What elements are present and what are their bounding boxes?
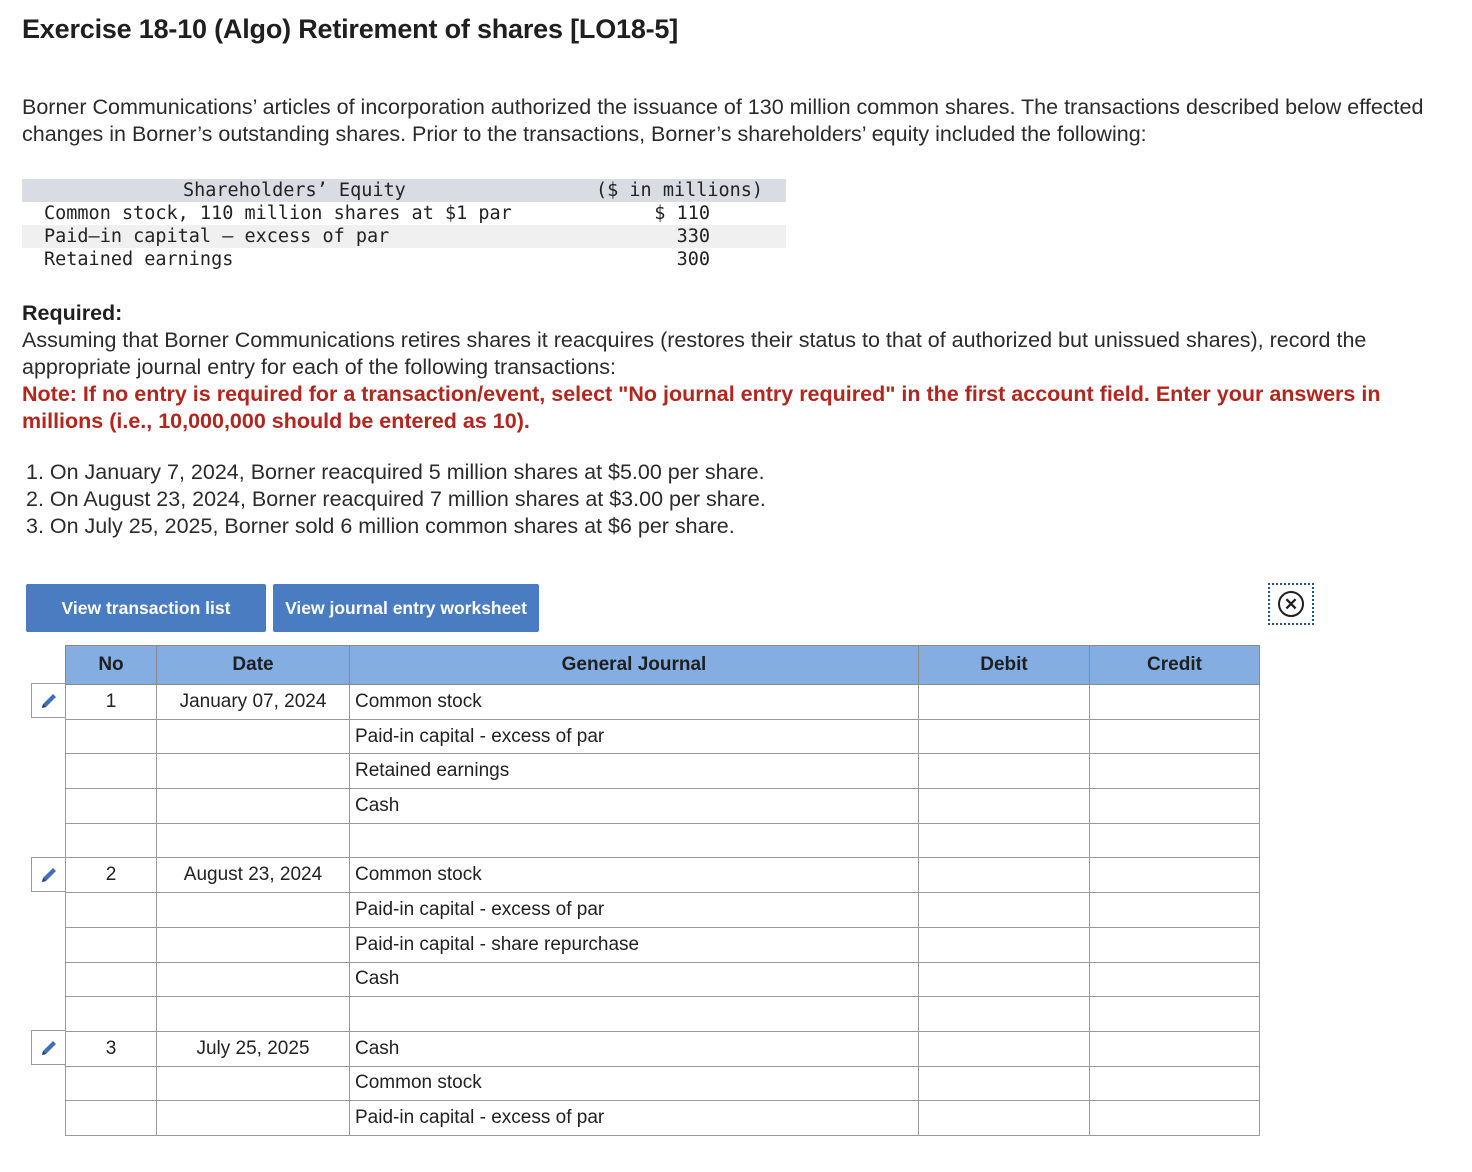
table-row: [66, 1031, 1260, 1066]
table-row: [66, 1101, 1260, 1136]
entry-date-cell: [157, 823, 350, 858]
required-text: Assuming that Borner Communications retires shares it reacquires (restores their status to that of authorized but unissued shares), record the appropriate journal entry for each of the following transactions:: [22, 328, 1367, 379]
account-cell[interactable]: Cash: [350, 1031, 919, 1066]
debit-cell[interactable]: [919, 1031, 1090, 1066]
required-section: [22, 300, 1452, 435]
equity-header-label: Shareholders’ Equity: [183, 180, 406, 201]
debit-cell[interactable]: [919, 685, 1090, 720]
general-journal-table: [65, 645, 1260, 1136]
equity-row-label: Retained earnings: [44, 249, 234, 270]
credit-cell[interactable]: [1090, 962, 1260, 997]
table-row: [66, 754, 1260, 789]
account-cell[interactable]: [350, 823, 919, 858]
equity-row-label: Paid–in capital – excess of par: [44, 226, 390, 247]
entry-no-cell: 3: [66, 1031, 157, 1066]
view-journal-worksheet-button[interactable]: View journal entry worksheet: [273, 584, 539, 632]
account-cell[interactable]: Paid-in capital - excess of par: [350, 1101, 919, 1136]
account-cell[interactable]: Cash: [350, 789, 919, 824]
transaction-item: 3. On July 25, 2025, Borner sold 6 million common shares at $6 per share.: [26, 514, 735, 538]
debit-cell[interactable]: [919, 754, 1090, 789]
edit-entry-3-button[interactable]: [31, 1030, 66, 1065]
header-no: No: [66, 646, 157, 685]
edit-entry-1-button[interactable]: [31, 683, 66, 718]
credit-cell[interactable]: [1090, 858, 1260, 893]
table-row: [66, 823, 1260, 858]
page-title: Exercise 18-10 (Algo) Retirement of shares [LO18-5]: [22, 14, 679, 44]
entry-no-cell: [66, 893, 157, 928]
account-cell[interactable]: Common stock: [350, 1066, 919, 1101]
entry-no-cell: [66, 789, 157, 824]
entry-date-cell: [157, 927, 350, 962]
table-row: [66, 927, 1260, 962]
transaction-item: 1. On January 7, 2024, Borner reacquired 5 million shares at $5.00 per share.: [26, 460, 765, 484]
entry-date-cell: August 23, 2024: [157, 858, 350, 893]
required-heading: Required:: [22, 301, 123, 325]
entry-no-cell: [66, 719, 157, 754]
table-row: [66, 789, 1260, 824]
entry-date-cell: [157, 754, 350, 789]
debit-cell[interactable]: [919, 823, 1090, 858]
equity-row: [22, 202, 786, 225]
entry-date-cell: [157, 893, 350, 928]
entry-no-cell: [66, 997, 157, 1032]
entry-no-cell: 1: [66, 685, 157, 720]
edit-entry-2-button[interactable]: [31, 857, 66, 892]
table-row: [66, 685, 1260, 720]
entry-no-cell: [66, 823, 157, 858]
debit-cell[interactable]: [919, 858, 1090, 893]
credit-cell[interactable]: [1090, 1031, 1260, 1066]
credit-cell[interactable]: [1090, 719, 1260, 754]
required-note: Note: If no entry is required for a transaction/event, select "No journal entry required" in the first account field. Enter your answers in millions (i.e., 10,000,000 should be entered as 10).: [22, 382, 1381, 433]
header-date: Date: [157, 646, 350, 685]
credit-cell[interactable]: [1090, 893, 1260, 928]
header-debit: Debit: [919, 646, 1090, 685]
equity-row-label: Common stock, 110 million shares at $1 par: [44, 203, 512, 224]
account-cell[interactable]: Paid-in capital - share repurchase: [350, 927, 919, 962]
close-button[interactable]: [1268, 583, 1314, 625]
equity-row-value: $ 110: [654, 203, 710, 224]
debit-cell[interactable]: [919, 1066, 1090, 1101]
debit-cell[interactable]: [919, 1101, 1090, 1136]
journal-header-row: [66, 646, 1260, 685]
credit-cell[interactable]: [1090, 1066, 1260, 1101]
entry-no-cell: 2: [66, 858, 157, 893]
header-credit: Credit: [1090, 646, 1260, 685]
account-cell[interactable]: Common stock: [350, 858, 919, 893]
debit-cell[interactable]: [919, 893, 1090, 928]
equity-row: [22, 248, 786, 271]
credit-cell[interactable]: [1090, 789, 1260, 824]
table-row: [66, 1066, 1260, 1101]
account-cell[interactable]: Cash: [350, 962, 919, 997]
equity-table: [22, 179, 786, 271]
view-transaction-list-button[interactable]: View transaction list: [26, 584, 266, 632]
pencil-icon: [38, 690, 60, 712]
equity-header-unit: ($ in millions): [596, 180, 764, 201]
debit-cell[interactable]: [919, 927, 1090, 962]
credit-cell[interactable]: [1090, 997, 1260, 1032]
credit-cell[interactable]: [1090, 754, 1260, 789]
entry-date-cell: [157, 962, 350, 997]
close-icon: ✕: [1278, 591, 1304, 617]
account-cell[interactable]: Paid-in capital - excess of par: [350, 893, 919, 928]
debit-cell[interactable]: [919, 962, 1090, 997]
account-cell[interactable]: Retained earnings: [350, 754, 919, 789]
pencil-icon: [38, 1037, 60, 1059]
credit-cell[interactable]: [1090, 823, 1260, 858]
table-row: [66, 997, 1260, 1032]
table-row: [66, 962, 1260, 997]
credit-cell[interactable]: [1090, 685, 1260, 720]
pencil-icon: [38, 864, 60, 886]
equity-row-value: 300: [676, 249, 710, 270]
entry-no-cell: [66, 927, 157, 962]
intro-text: Borner Communications’ articles of incorporation authorized the issuance of 130 million common shares. The transactions described below effected changes in Borner’s outstanding shares. Prior to the transactions, Borner’s shareholders’ equity included the following:: [22, 95, 1424, 146]
table-row: [66, 893, 1260, 928]
credit-cell[interactable]: [1090, 927, 1260, 962]
equity-row: [22, 225, 786, 248]
entry-date-cell: January 07, 2024: [157, 685, 350, 720]
debit-cell[interactable]: [919, 997, 1090, 1032]
entry-date-cell: [157, 789, 350, 824]
account-cell[interactable]: Paid-in capital - excess of par: [350, 719, 919, 754]
entry-date-cell: [157, 1066, 350, 1101]
transaction-list: [26, 459, 766, 540]
account-cell[interactable]: Common stock: [350, 685, 919, 720]
header-general-journal: General Journal: [350, 646, 919, 685]
transaction-item: 2. On August 23, 2024, Borner reacquired 7 million shares at $3.00 per share.: [26, 487, 766, 511]
equity-header-row: [22, 179, 786, 202]
equity-row-value: 330: [676, 226, 710, 247]
entry-no-cell: [66, 1066, 157, 1101]
entry-date-cell: [157, 997, 350, 1032]
entry-date-cell: [157, 719, 350, 754]
entry-no-cell: [66, 754, 157, 789]
debit-cell[interactable]: [919, 719, 1090, 754]
entry-no-cell: [66, 1101, 157, 1136]
debit-cell[interactable]: [919, 789, 1090, 824]
entry-date-cell: July 25, 2025: [157, 1031, 350, 1066]
entry-date-cell: [157, 1101, 350, 1136]
table-row: [66, 719, 1260, 754]
account-cell[interactable]: [350, 997, 919, 1032]
credit-cell[interactable]: [1090, 1101, 1260, 1136]
table-row: [66, 858, 1260, 893]
entry-no-cell: [66, 962, 157, 997]
